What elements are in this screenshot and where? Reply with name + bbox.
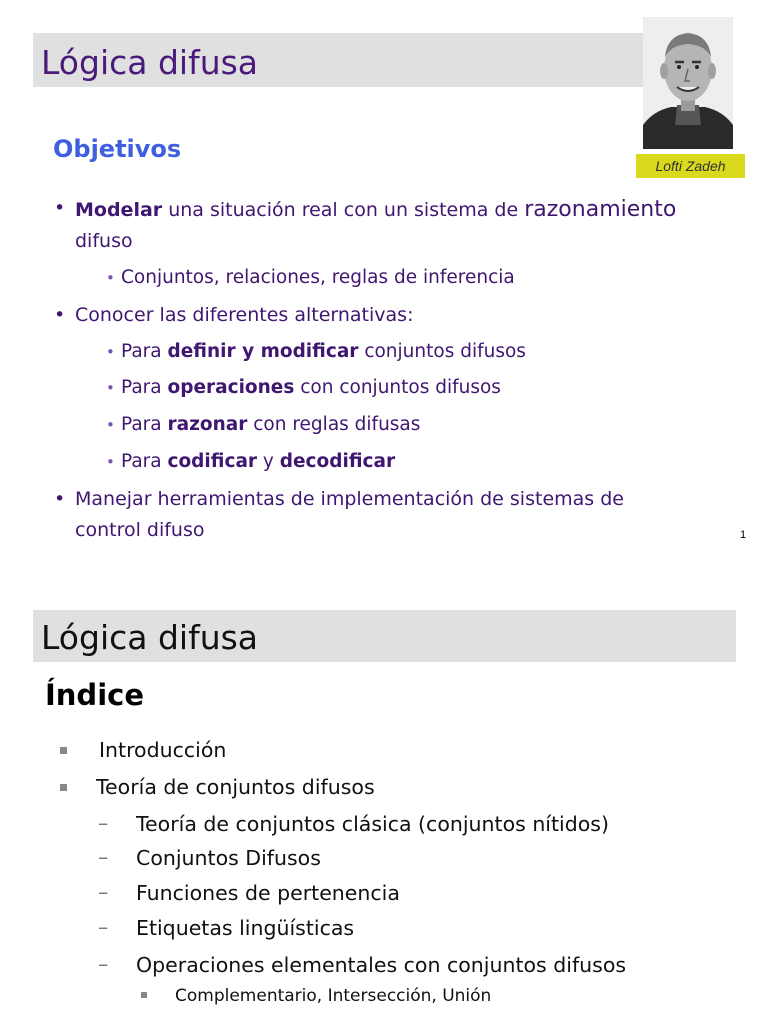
bold-text: razonar — [167, 414, 248, 435]
dash-bullet-icon: – — [98, 880, 109, 904]
slide-title: Lógica difusa — [41, 43, 259, 82]
text-run: y — [257, 451, 280, 472]
slide-indice — [0, 572, 768, 1024]
square-bullet-icon — [60, 784, 67, 791]
text-run: Para — [121, 377, 168, 398]
bullet-dot: • — [54, 304, 66, 326]
bullet-dot: • — [106, 416, 115, 434]
dash-bullet-icon: – — [98, 811, 109, 835]
text-run: Para — [121, 341, 168, 362]
bullet-text — [121, 377, 501, 398]
text-run: con reglas difusas — [247, 414, 421, 435]
bold-text: operaciones — [167, 377, 295, 398]
bullet-text — [121, 414, 420, 435]
list-item-text: Operaciones elementales con conjuntos difusos — [136, 953, 627, 977]
bullet-dot: • — [106, 343, 115, 361]
bullet-text: Manejar herramientas de implementación de sistemas de — [75, 488, 624, 510]
text-run: Para — [121, 414, 168, 435]
bold-text: Modelar — [75, 199, 163, 221]
bold-text: definir y modificar — [167, 341, 359, 362]
text-run: una situación real con un sistema de — [162, 199, 525, 221]
list-item-text: Complementario, Intersección, Unión — [175, 986, 492, 1006]
square-bullet-icon — [60, 747, 67, 754]
bullet-text: Conjuntos, relaciones, reglas de inferencia — [121, 267, 515, 288]
portrait-photo — [643, 17, 733, 149]
section-heading: Índice — [45, 678, 144, 712]
bullet-dot: • — [106, 453, 115, 471]
bullet-dot: • — [54, 197, 66, 219]
bullet-text: Conocer las diferentes alternativas: — [75, 304, 414, 326]
bold-text: decodificar — [279, 451, 396, 472]
list-item-text: Teoría de conjuntos clásica (conjuntos nítidos) — [136, 812, 609, 836]
bullet-text — [121, 341, 526, 362]
bold-text: codificar — [167, 451, 258, 472]
page-number: 1 — [740, 529, 747, 541]
list-item-text: Etiquetas lingüísticas — [136, 916, 355, 940]
text-run: con conjuntos difusos — [294, 377, 501, 398]
list-item-text: Conjuntos Difusos — [136, 846, 321, 870]
bullet-text — [75, 197, 676, 222]
list-item-text: Introducción — [99, 738, 227, 762]
photo-caption: Lofti Zadeh — [636, 154, 745, 178]
slide-title-bar — [33, 610, 736, 662]
bullet-dot: • — [54, 488, 66, 510]
bullet-text — [121, 451, 395, 472]
list-item-text: Funciones de pertenencia — [136, 881, 400, 905]
slide-title-bar — [33, 33, 645, 87]
bullet-text: control difuso — [75, 519, 205, 541]
dash-bullet-icon: – — [98, 952, 109, 976]
dash-bullet-icon: – — [98, 915, 109, 939]
dash-bullet-icon: – — [98, 845, 109, 869]
bullet-dot: • — [106, 269, 115, 287]
bullet-dot: • — [106, 379, 115, 397]
section-heading: Objetivos — [53, 135, 182, 163]
list-item-text: Teoría de conjuntos difusos — [96, 775, 375, 799]
large-text: razonamiento — [524, 197, 677, 222]
text-run: Para — [121, 451, 168, 472]
text-run: conjuntos difusos — [358, 341, 526, 362]
slide-title: Lógica difusa — [41, 618, 259, 657]
bullet-text: difuso — [75, 230, 133, 252]
square-bullet-icon — [141, 992, 147, 998]
